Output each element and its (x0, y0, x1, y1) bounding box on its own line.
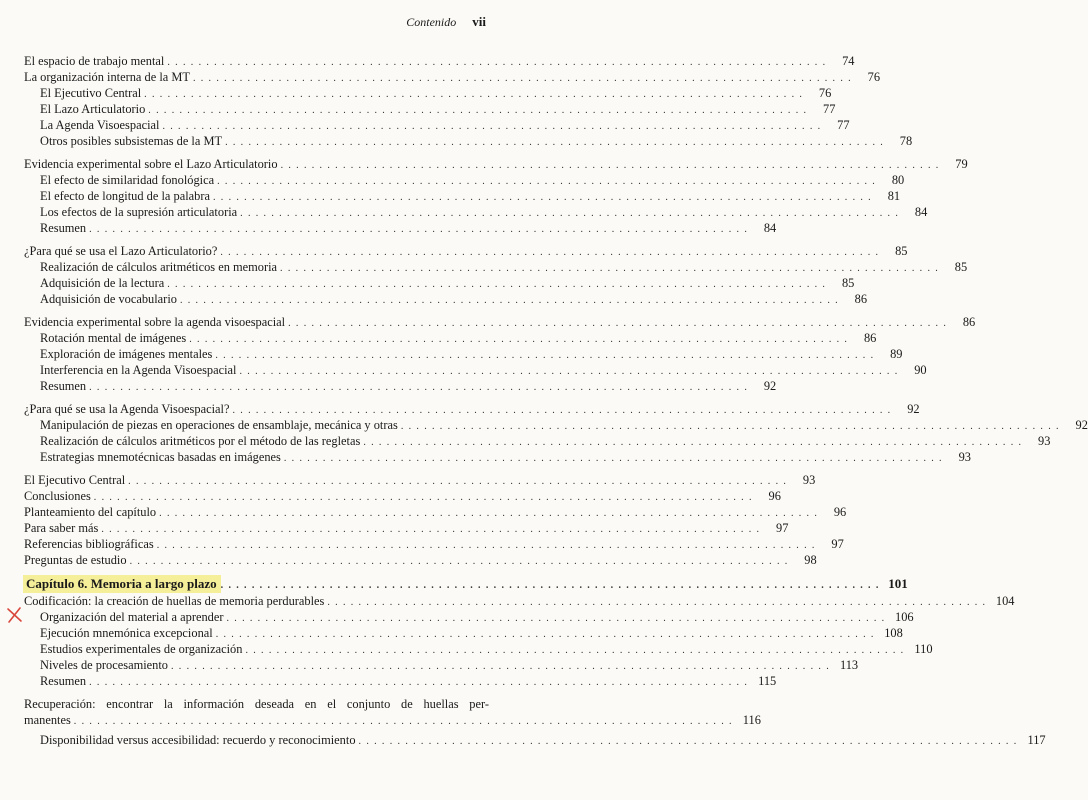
toc-page-number: 85 (895, 244, 908, 258)
toc-entry (24, 85, 832, 101)
dot-leader: . . . . . . . . . . . . . . . . . . . . . . . . . . . . . . . . . . . . . . . . . . . . . . . . . . . . . . . . . . . . . . . . . . . . . . . . . . . . . . . . . . . . . (226, 613, 886, 624)
toc-page-number: 86 (854, 292, 868, 306)
dot-leader: . . . . . . . . . . . . . . . . . . . . . . . . . . . . . . . . . . . . . . . . . . . . . . . . . . . . . . . . . . . . . . . . . . . . . . . . . . . . . . . . . . . . . (167, 279, 827, 290)
toc-entry (24, 504, 847, 520)
handwritten-x-mark (6, 606, 24, 624)
toc-page-number: 77 (823, 102, 836, 116)
toc-entry-text: El efecto de longitud de la palabra (40, 189, 210, 203)
toc-page-number: 97 (776, 521, 789, 535)
toc-entry (24, 172, 905, 188)
toc-entry (24, 314, 976, 330)
toc-entry (24, 378, 777, 394)
toc-page-number: 104 (995, 594, 1015, 608)
toc-entry (24, 609, 914, 625)
toc-page-number: 76 (867, 70, 881, 84)
toc-page-number: 79 (955, 157, 968, 171)
toc-page-number: 98 (804, 553, 817, 567)
toc-page-number: 96 (833, 505, 847, 519)
toc-entry-text: Adquisición de vocabulario (40, 292, 177, 306)
toc-entry-text: Planteamiento del capítulo (24, 505, 157, 519)
toc-entry-text: El Ejecutivo Central (24, 473, 126, 487)
toc-entry-text: Preguntas de estudio (24, 553, 127, 567)
dot-leader: . . . . . . . . . . . . . . . . . . . . . . . . . . . . . . . . . . . . . . . . . . . . . . . . . . . . . . . . . . . . . . . . . . . . . . . . . . . . . . . . . . . . . (171, 661, 831, 672)
dot-leader: . . . . . . . . . . . . . . . . . . . . . . . . . . . . . . . . . . . . . . . . . . . . . . . . . . . . . . . . . . . . . . . . . . . . . . . . . . . . . . . . . . . . . (189, 334, 849, 345)
toc-page-number: 92 (763, 379, 777, 393)
toc-entry-text: El Ejecutivo Central (40, 86, 142, 100)
toc-entry (24, 117, 850, 133)
toc-entry-text: Los efectos de la supresión articulatoria (40, 205, 238, 219)
toc-entry (24, 101, 836, 117)
running-header-page: vii (472, 14, 486, 29)
toc-entry-text: Estudios experimentales de organización (40, 642, 243, 656)
toc-page-number: 81 (887, 189, 901, 203)
dot-leader: . . . . . . . . . . . . . . . . . . . . . . . . . . . . . . . . . . . . . . . . . . . . . . . . . . . . . . . . . . . . . . . . . . . . . . . . . . . . . . . . . . . . . (128, 476, 788, 487)
dot-leader: . . . . . . . . . . . . . . . . . . . . . . . . . . . . . . . . . . . . . . . . . . . . . . . . . . . . . . . . . . . . . . . . . . . . . . . . . . . . . . . . . . . . . (159, 508, 819, 519)
toc-entry-text: Ejecución mnemónica excepcional (40, 626, 213, 640)
toc-entry-text: Para saber más (24, 521, 99, 535)
dot-leader: . . . . . . . . . . . . . . . . . . . . . . . . . . . . . . . . . . . . . . . . . . . . . . . . . . . . . . . . . . . . . . . . . . . . . . . . . . . . . . . . . . . . . (144, 89, 804, 100)
toc-entry (24, 433, 1051, 449)
toc-page-number: 78 (899, 134, 913, 148)
toc-entry (24, 275, 855, 291)
toc-entry (24, 133, 913, 149)
table-of-contents (24, 53, 1088, 748)
toc-page-number: 117 (1027, 733, 1046, 747)
dot-leader: . . . . . . . . . . . . . . . . . . . . . . . . . . . . . . . . . . . . . . . . . . . . . . . . . . . . . . . . . . . . . . . . . . . . . . . . . . . . . . . . . . . . . (89, 224, 749, 235)
toc-page-number: 92 (1075, 418, 1088, 432)
dot-leader: . . . . . . . . . . . . . . . . . . . . . . . . . . . . . . . . . . . . . . . . . . . . . . . . . . . . . . . . . . . . . . . . . . . . . . . . . . . . . . . . . . . . . (167, 57, 827, 68)
dot-leader: . . . . . . . . . . . . . . . . . . . . . . . . . . . . . . . . . . . . . . . . . . . . . . . . . . . . . . . . . . . . . . . . . . . . . . . . . . . . . . . . . . . . . (363, 437, 1023, 448)
toc-page-number: 97 (831, 537, 844, 551)
dot-leader: . . . . . . . . . . . . . . . . . . . . . . . . . . . . . . . . . . . . . . . . . . . . . . . . . . . . . . . . . . . . . . . . . . . . . . . . . . . . . . . . . . . . . (217, 176, 877, 187)
toc-entry-text: Evidencia experimental sobre el Lazo Articulatorio (24, 157, 278, 171)
toc-entry (24, 156, 968, 172)
toc-entry-text: Adquisición de la lectura (40, 276, 165, 290)
toc-entry (24, 673, 777, 689)
toc-entry (24, 552, 817, 568)
toc-entry (24, 53, 855, 69)
toc-entry-text: Evidencia experimental sobre la agenda visoespacial (24, 315, 286, 329)
chapter-heading (24, 575, 908, 593)
toc-entry-text: Resumen (40, 674, 87, 688)
toc-page-number: 115 (758, 674, 777, 688)
toc-entry (24, 204, 928, 220)
toc-page-number: 93 (958, 450, 971, 464)
dot-leader: . . . . . . . . . . . . . . . . . . . . . . . . . . . . . . . . . . . . . . . . . . . . . . . . . . . . . . . . . . . . . . . . . . . . . . . . . . . . . . . . . . . . . (220, 580, 880, 591)
toc-page-number: 86 (962, 315, 976, 329)
toc-entry-text: ¿Para qué se usa el Lazo Articulatorio? (24, 244, 218, 258)
toc-entry (24, 220, 777, 236)
toc-entry (24, 593, 1015, 609)
toc-entry-text: Resumen (40, 379, 87, 393)
toc-page-number: 106 (895, 610, 914, 624)
toc-page-number: 80 (891, 173, 905, 187)
toc-entry-text: Otros posibles subsistemas de la MT (40, 134, 223, 148)
toc-entry (24, 69, 881, 85)
dot-leader: . . . . . . . . . . . . . . . . . . . . . . . . . . . . . . . . . . . . . . . . . . . . . . . . . . . . . . . . . . . . . . . . . . . . . . . . . . . . . . . . . . . . . (225, 137, 885, 148)
toc-entry (24, 188, 901, 204)
toc-page-number: 116 (742, 713, 761, 727)
toc-entry-text-line1: Recuperación: encontrar la información deseada en el conjunto de huellas per- (24, 697, 489, 711)
toc-entry-text: El efecto de similaridad fonológica (40, 173, 215, 187)
dot-leader: . . . . . . . . . . . . . . . . . . . . . . . . . . . . . . . . . . . . . . . . . . . . . . . . . . . . . . . . . . . . . . . . . . . . . . . . . . . . . . . . . . . . . (162, 121, 822, 132)
toc-entry-text: Exploración de imágenes mentales (40, 347, 213, 361)
dot-leader: . . . . . . . . . . . . . . . . . . . . . . . . . . . . . . . . . . . . . . . . . . . . . . . . . . . . . . . . . . . . . . . . . . . . . . . . . . . . . . . . . . . . . (232, 405, 892, 416)
dot-leader: . . . . . . . . . . . . . . . . . . . . . . . . . . . . . . . . . . . . . . . . . . . . . . . . . . . . . . . . . . . . . . . . . . . . . . . . . . . . . . . . . . . . . (215, 350, 875, 361)
toc-entry (24, 657, 859, 673)
toc-entry-text: Manipulación de piezas en operaciones de ensamblaje, mecánica y otras (40, 418, 398, 432)
toc-page-number: 84 (763, 221, 777, 235)
dot-leader: . . . . . . . . . . . . . . . . . . . . . . . . . . . . . . . . . . . . . . . . . . . . . . . . . . . . . . . . . . . . . . . . . . . . . . . . . . . . . . . . . . . . . (192, 73, 853, 84)
dot-leader: . . . . . . . . . . . . . . . . . . . . . . . . . . . . . . . . . . . . . . . . . . . . . . . . . . . . . . . . . . . . . . . . . . . . . . . . . . . . . . . . . . . . . (283, 453, 943, 464)
toc-entry-text: Capítulo 6. Memoria a largo plazo (23, 575, 221, 593)
dot-leader: . . . . . . . . . . . . . . . . . . . . . . . . . . . . . . . . . . . . . . . . . . . . . . . . . . . . . . . . . . . . . . . . . . . . . . . . . . . . . . . . . . . . . (179, 295, 840, 306)
toc-entry (24, 362, 927, 378)
dot-leader: . . . . . . . . . . . . . . . . . . . . . . . . . . . . . . . . . . . . . . . . . . . . . . . . . . . . . . . . . . . . . . . . . . . . . . . . . . . . . . . . . . . . . (212, 192, 873, 203)
toc-entry (24, 641, 933, 657)
dot-leader: . . . . . . . . . . . . . . . . . . . . . . . . . . . . . . . . . . . . . . . . . . . . . . . . . . . . . . . . . . . . . . . . . . . . . . . . . . . . . . . . . . . . . (148, 105, 808, 116)
toc-entry-wrapped (24, 696, 489, 712)
dot-leader: . . . . . . . . . . . . . . . . . . . . . . . . . . . . . . . . . . . . . . . . . . . . . . . . . . . . . . . . . . . . . . . . . . . . . . . . . . . . . . . . . . . . . (327, 597, 987, 608)
toc-entry-text: Realización de cálculos aritméticos en memoria (40, 260, 278, 274)
dot-leader: . . . . . . . . . . . . . . . . . . . . . . . . . . . . . . . . . . . . . . . . . . . . . . . . . . . . . . . . . . . . . . . . . . . . . . . . . . . . . . . . . . . . . (358, 736, 1018, 747)
toc-entry-text: manentes (24, 713, 71, 727)
toc-page-number: 92 (907, 402, 920, 416)
dot-leader: . . . . . . . . . . . . . . . . . . . . . . . . . . . . . . . . . . . . . . . . . . . . . . . . . . . . . . . . . . . . . . . . . . . . . . . . . . . . . . . . . . . . . (156, 540, 816, 551)
toc-page-number: 84 (914, 205, 928, 219)
toc-entry-text: La organización interna de la MT (24, 70, 190, 84)
toc-page-number: 110 (914, 642, 933, 656)
dot-leader: . . . . . . . . . . . . . . . . . . . . . . . . . . . . . . . . . . . . . . . . . . . . . . . . . . . . . . . . . . . . . . . . . . . . . . . . . . . . . . . . . . . . . (400, 421, 1060, 432)
toc-page-number: 74 (842, 54, 855, 68)
running-header-title: Contenido (406, 15, 457, 29)
dot-leader: . . . . . . . . . . . . . . . . . . . . . . . . . . . . . . . . . . . . . . . . . . . . . . . . . . . . . . . . . . . . . . . . . . . . . . . . . . . . . . . . . . . . . (129, 556, 789, 567)
toc-entry (24, 472, 816, 488)
toc-page-number: 85 (841, 276, 855, 290)
dot-leader: . . . . . . . . . . . . . . . . . . . . . . . . . . . . . . . . . . . . . . . . . . . . . . . . . . . . . . . . . . . . . . . . . . . . . . . . . . . . . . . . . . . . . (288, 318, 948, 329)
toc-entry (24, 291, 868, 307)
toc-page-number: 76 (818, 86, 832, 100)
toc-entry (24, 712, 761, 728)
toc-page-number: 89 (890, 347, 903, 361)
toc-entry-text: Disponibilidad versus accesibilidad: recuerdo y reconocimiento (40, 733, 356, 747)
toc-entry-text: Conclusiones (24, 489, 91, 503)
dot-leader: . . . . . . . . . . . . . . . . . . . . . . . . . . . . . . . . . . . . . . . . . . . . . . . . . . . . . . . . . . . . . . . . . . . . . . . . . . . . . . . . . . . . . (280, 160, 940, 171)
toc-entry (24, 520, 789, 536)
toc-page-number: 90 (914, 363, 927, 377)
toc-entry (24, 330, 877, 346)
toc-entry (24, 243, 908, 259)
toc-entry (24, 732, 1046, 748)
toc-entry-text: Niveles de procesamiento (40, 658, 168, 672)
toc-entry (24, 417, 1088, 433)
toc-entry (24, 259, 968, 275)
toc-page-number: 108 (884, 626, 903, 640)
dot-leader: . . . . . . . . . . . . . . . . . . . . . . . . . . . . . . . . . . . . . . . . . . . . . . . . . . . . . . . . . . . . . . . . . . . . . . . . . . . . . . . . . . . . . (89, 677, 749, 688)
toc-entry-text: Resumen (40, 221, 87, 235)
toc-entry-text: Estrategias mnemotécnicas basadas en imágenes (40, 450, 281, 464)
toc-entry-text: Realización de cálculos aritméticos por el método de las regletas (40, 434, 361, 448)
toc-entry-text: Interferencia en la Agenda Visoespacial (40, 363, 237, 377)
toc-entry (24, 346, 903, 362)
dot-leader: . . . . . . . . . . . . . . . . . . . . . . . . . . . . . . . . . . . . . . . . . . . . . . . . . . . . . . . . . . . . . . . . . . . . . . . . . . . . . . . . . . . . . (245, 645, 905, 656)
toc-entry-text: El Lazo Articulatorio (40, 102, 146, 116)
dot-leader: . . . . . . . . . . . . . . . . . . . . . . . . . . . . . . . . . . . . . . . . . . . . . . . . . . . . . . . . . . . . . . . . . . . . . . . . . . . . . . . . . . . . . (239, 366, 899, 377)
toc-entry (24, 625, 903, 641)
dot-leader: . . . . . . . . . . . . . . . . . . . . . . . . . . . . . . . . . . . . . . . . . . . . . . . . . . . . . . . . . . . . . . . . . . . . . . . . . . . . . . . . . . . . . (215, 629, 875, 640)
toc-entry (24, 488, 781, 504)
toc-entry-text: La Agenda Visoespacial (40, 118, 160, 132)
toc-page-number: 85 (954, 260, 968, 274)
toc-page-number: 77 (837, 118, 850, 132)
toc-page-number: 93 (802, 473, 816, 487)
toc-entry (24, 401, 920, 417)
toc-page-number: 113 (839, 658, 859, 672)
toc-entry-text: ¿Para qué se usa la Agenda Visoespacial? (24, 402, 230, 416)
running-header (406, 14, 486, 30)
dot-leader: . . . . . . . . . . . . . . . . . . . . . . . . . . . . . . . . . . . . . . . . . . . . . . . . . . . . . . . . . . . . . . . . . . . . . . . . . . . . . . . . . . . . . (220, 247, 880, 258)
dot-leader: . . . . . . . . . . . . . . . . . . . . . . . . . . . . . . . . . . . . . . . . . . . . . . . . . . . . . . . . . . . . . . . . . . . . . . . . . . . . . . . . . . . . . (280, 263, 940, 274)
toc-entry-text: Rotación mental de imágenes (40, 331, 187, 345)
toc-page-number: 93 (1038, 434, 1051, 448)
dot-leader: . . . . . . . . . . . . . . . . . . . . . . . . . . . . . . . . . . . . . . . . . . . . . . . . . . . . . . . . . . . . . . . . . . . . . . . . . . . . . . . . . . . . . (240, 208, 900, 219)
toc-entry (24, 449, 971, 465)
toc-page-number: 96 (768, 489, 781, 503)
dot-leader: . . . . . . . . . . . . . . . . . . . . . . . . . . . . . . . . . . . . . . . . . . . . . . . . . . . . . . . . . . . . . . . . . . . . . . . . . . . . . . . . . . . . . (89, 382, 749, 393)
toc-entry-text: Codificación: la creación de huellas de memoria perdurables (24, 594, 325, 608)
dot-leader: . . . . . . . . . . . . . . . . . . . . . . . . . . . . . . . . . . . . . . . . . . . . . . . . . . . . . . . . . . . . . . . . . . . . . . . . . . . . . . . . . . . . . (101, 524, 761, 535)
dot-leader: . . . . . . . . . . . . . . . . . . . . . . . . . . . . . . . . . . . . . . . . . . . . . . . . . . . . . . . . . . . . . . . . . . . . . . . . . . . . . . . . . . . . . (73, 716, 733, 727)
toc-entry-text: Organización del material a aprender (40, 610, 224, 624)
toc-page-number: 86 (863, 331, 877, 345)
toc-entry (24, 536, 844, 552)
toc-entry-text: El espacio de trabajo mental (24, 54, 165, 68)
dot-leader: . . . . . . . . . . . . . . . . . . . . . . . . . . . . . . . . . . . . . . . . . . . . . . . . . . . . . . . . . . . . . . . . . . . . . . . . . . . . . . . . . . . . . (93, 492, 753, 503)
toc-entry-text: Referencias bibliográficas (24, 537, 154, 551)
toc-page-number: 101 (888, 576, 908, 591)
